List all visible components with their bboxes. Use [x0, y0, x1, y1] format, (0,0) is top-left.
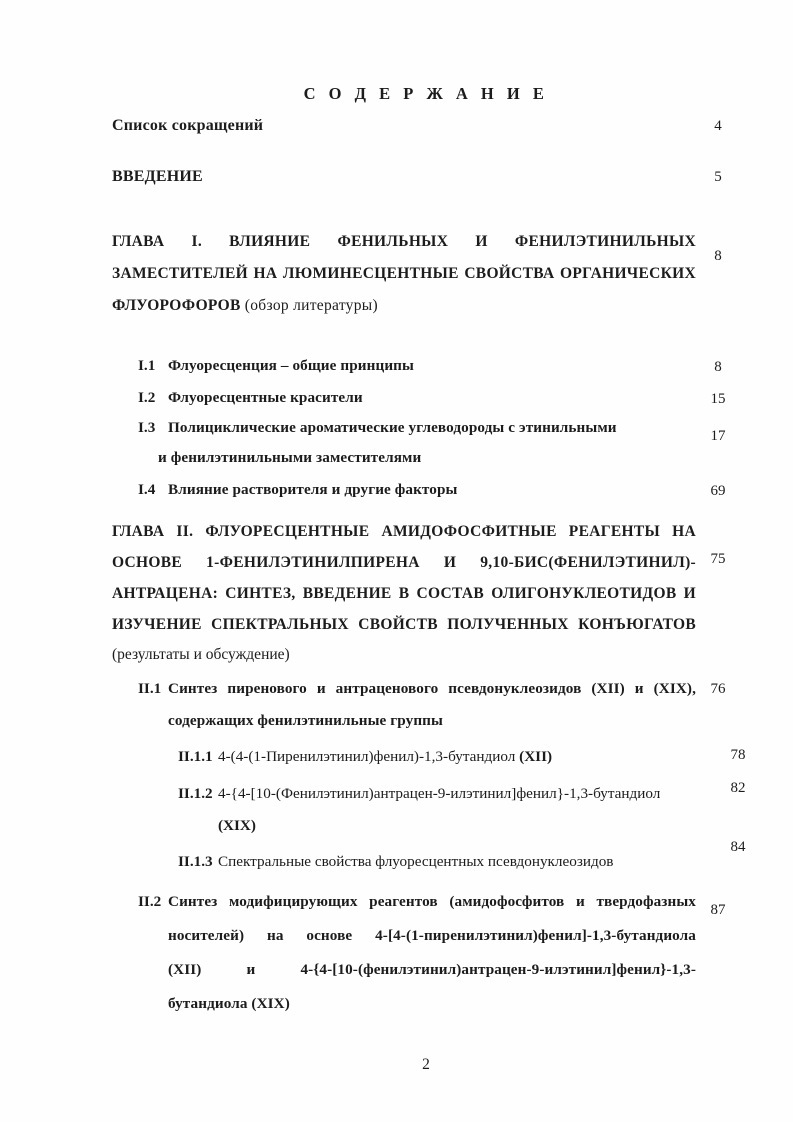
section-label: Влияние растворителя и другие факторы — [168, 481, 458, 498]
section-number: II.2 — [138, 893, 162, 910]
chapter1-note: (обзор литературы) — [244, 297, 378, 314]
section-line1: Полициклические ароматические углеводороды с этинильными — [168, 419, 617, 436]
section-number: I.3 — [138, 419, 156, 436]
toc-entry-s2-1-3 — [178, 839, 760, 878]
section-line1: 4-{4-[10-(Фенилэтинил)антрацен-9-илэтинил]фенил}-1,3-бутандиол — [218, 785, 661, 802]
toc-entry-chapter1 — [112, 226, 740, 322]
section-number: I.1 — [138, 357, 156, 374]
toc-entry-s2-1-1 — [178, 741, 760, 773]
toc-entry-chapter2 — [112, 516, 740, 669]
chapter2-line1: ГЛАВА II. ФЛУОРЕСЦЕНТНЫЕ АМИДОФОСФИТНЫЕ РЕАГЕНТЫ НА — [112, 523, 696, 540]
page-number: 76 — [710, 681, 726, 697]
section-number: II.1.2 — [178, 785, 213, 802]
chapter1-line1: ГЛАВА I. ВЛИЯНИЕ ФЕНИЛЬНЫХ И ФЕНИЛЭТИНИЛЬНЫХ — [112, 233, 696, 250]
section-number: I.4 — [138, 481, 156, 498]
section-label: 4-(4-(1-Пиренилэтинил)фенил)-1,3-бутандиол — [218, 748, 520, 765]
section-line1: Синтез модифицирующих реагентов (амидофосфитов и твердофазных — [168, 893, 696, 910]
page-number: 87 — [710, 902, 726, 918]
compound-number: (XII) — [519, 748, 553, 765]
section-line4: бутандиола (XIX) — [168, 995, 290, 1012]
toc-entry-introduction — [112, 167, 740, 187]
chapter2-line2: ОСНОВЕ 1-ФЕНИЛЭТИНИЛПИРЕНА И 9,10-БИС(ФЕНИЛЭТИНИЛ)- — [112, 554, 696, 571]
section-number: I.2 — [138, 389, 156, 406]
page-number: 5 — [714, 169, 722, 185]
chapter2-line3: АНТРАЦЕНА: СИНТЕЗ, ВВЕДЕНИЕ В СОСТАВ ОЛИГОНУКЛЕОТИДОВ И — [112, 585, 696, 602]
page-number: 8 — [714, 359, 722, 375]
page-number: 84 — [730, 839, 746, 855]
toc-entry-abbreviations — [112, 116, 740, 136]
chapter1-line3: ФЛУОРОФОРОВ — [112, 297, 245, 314]
toc-entry-s1-2 — [138, 383, 740, 413]
toc-entry-s1-1 — [138, 351, 740, 381]
toc-entry-s1-4 — [138, 475, 740, 505]
toc-entry-label: Список сокращений — [112, 117, 264, 134]
section-line3: (XII) и 4-{4-[10-(фенилэтинил)антрацен-9-илэтинил]фенил}-1,3- — [168, 961, 696, 978]
toc-entry-s2-2 — [138, 885, 740, 1021]
section-number: II.1.3 — [178, 853, 213, 870]
section-line2: носителей) на основе 4-[4-(1-пиренилэтинил)фенил]-1,3-бутандиола — [168, 927, 696, 944]
page-number: 69 — [710, 483, 726, 499]
page-number: 17 — [710, 428, 726, 444]
section-label: Спектральные свойства флуоресцентных псевдонуклеозидов — [218, 853, 614, 870]
chapter2-line4: ИЗУЧЕНИЕ СПЕКТРАЛЬНЫХ СВОЙСТВ ПОЛУЧЕННЫХ КОНЪЮГАТОВ — [112, 616, 696, 633]
page-number: 8 — [714, 248, 722, 264]
toc-entry-s2-1 — [138, 673, 740, 737]
section-label: Флуоресценция – общие принципы — [168, 357, 414, 374]
page-number: 78 — [730, 747, 746, 763]
page-number: 75 — [710, 551, 726, 567]
toc-entry-label: ВВЕДЕНИЕ — [112, 168, 203, 185]
page-number: 15 — [710, 391, 726, 407]
section-line2: (XIX) — [218, 817, 256, 834]
chapter2-note: (результаты и обсуждение) — [112, 646, 290, 663]
section-line1: Синтез пиренового и антраценового псевдонуклеозидов (XII) и (XIX), — [168, 680, 696, 697]
page-title: С О Д Е Р Ж А Н И Е — [303, 84, 549, 103]
chapter1-line2: ЗАМЕСТИТЕЛЕЙ НА ЛЮМИНЕСЦЕНТНЫЕ СВОЙСТВА ОРГАНИЧЕСКИХ — [112, 265, 696, 282]
section-line2: содержащих фенилэтинильные группы — [168, 712, 443, 729]
section-number: II.1 — [138, 680, 162, 697]
section-label: Флуоресцентные красители — [168, 389, 363, 406]
toc-entry-s1-3 — [138, 413, 740, 473]
toc-entry-s2-1-2 — [178, 778, 760, 842]
page-number: 82 — [730, 780, 746, 796]
section-line2: и фенилэтинильными заместителями — [158, 449, 422, 466]
page-number: 4 — [714, 118, 722, 134]
section-number: II.1.1 — [178, 748, 213, 765]
footer-page-number: 2 — [422, 1056, 430, 1073]
